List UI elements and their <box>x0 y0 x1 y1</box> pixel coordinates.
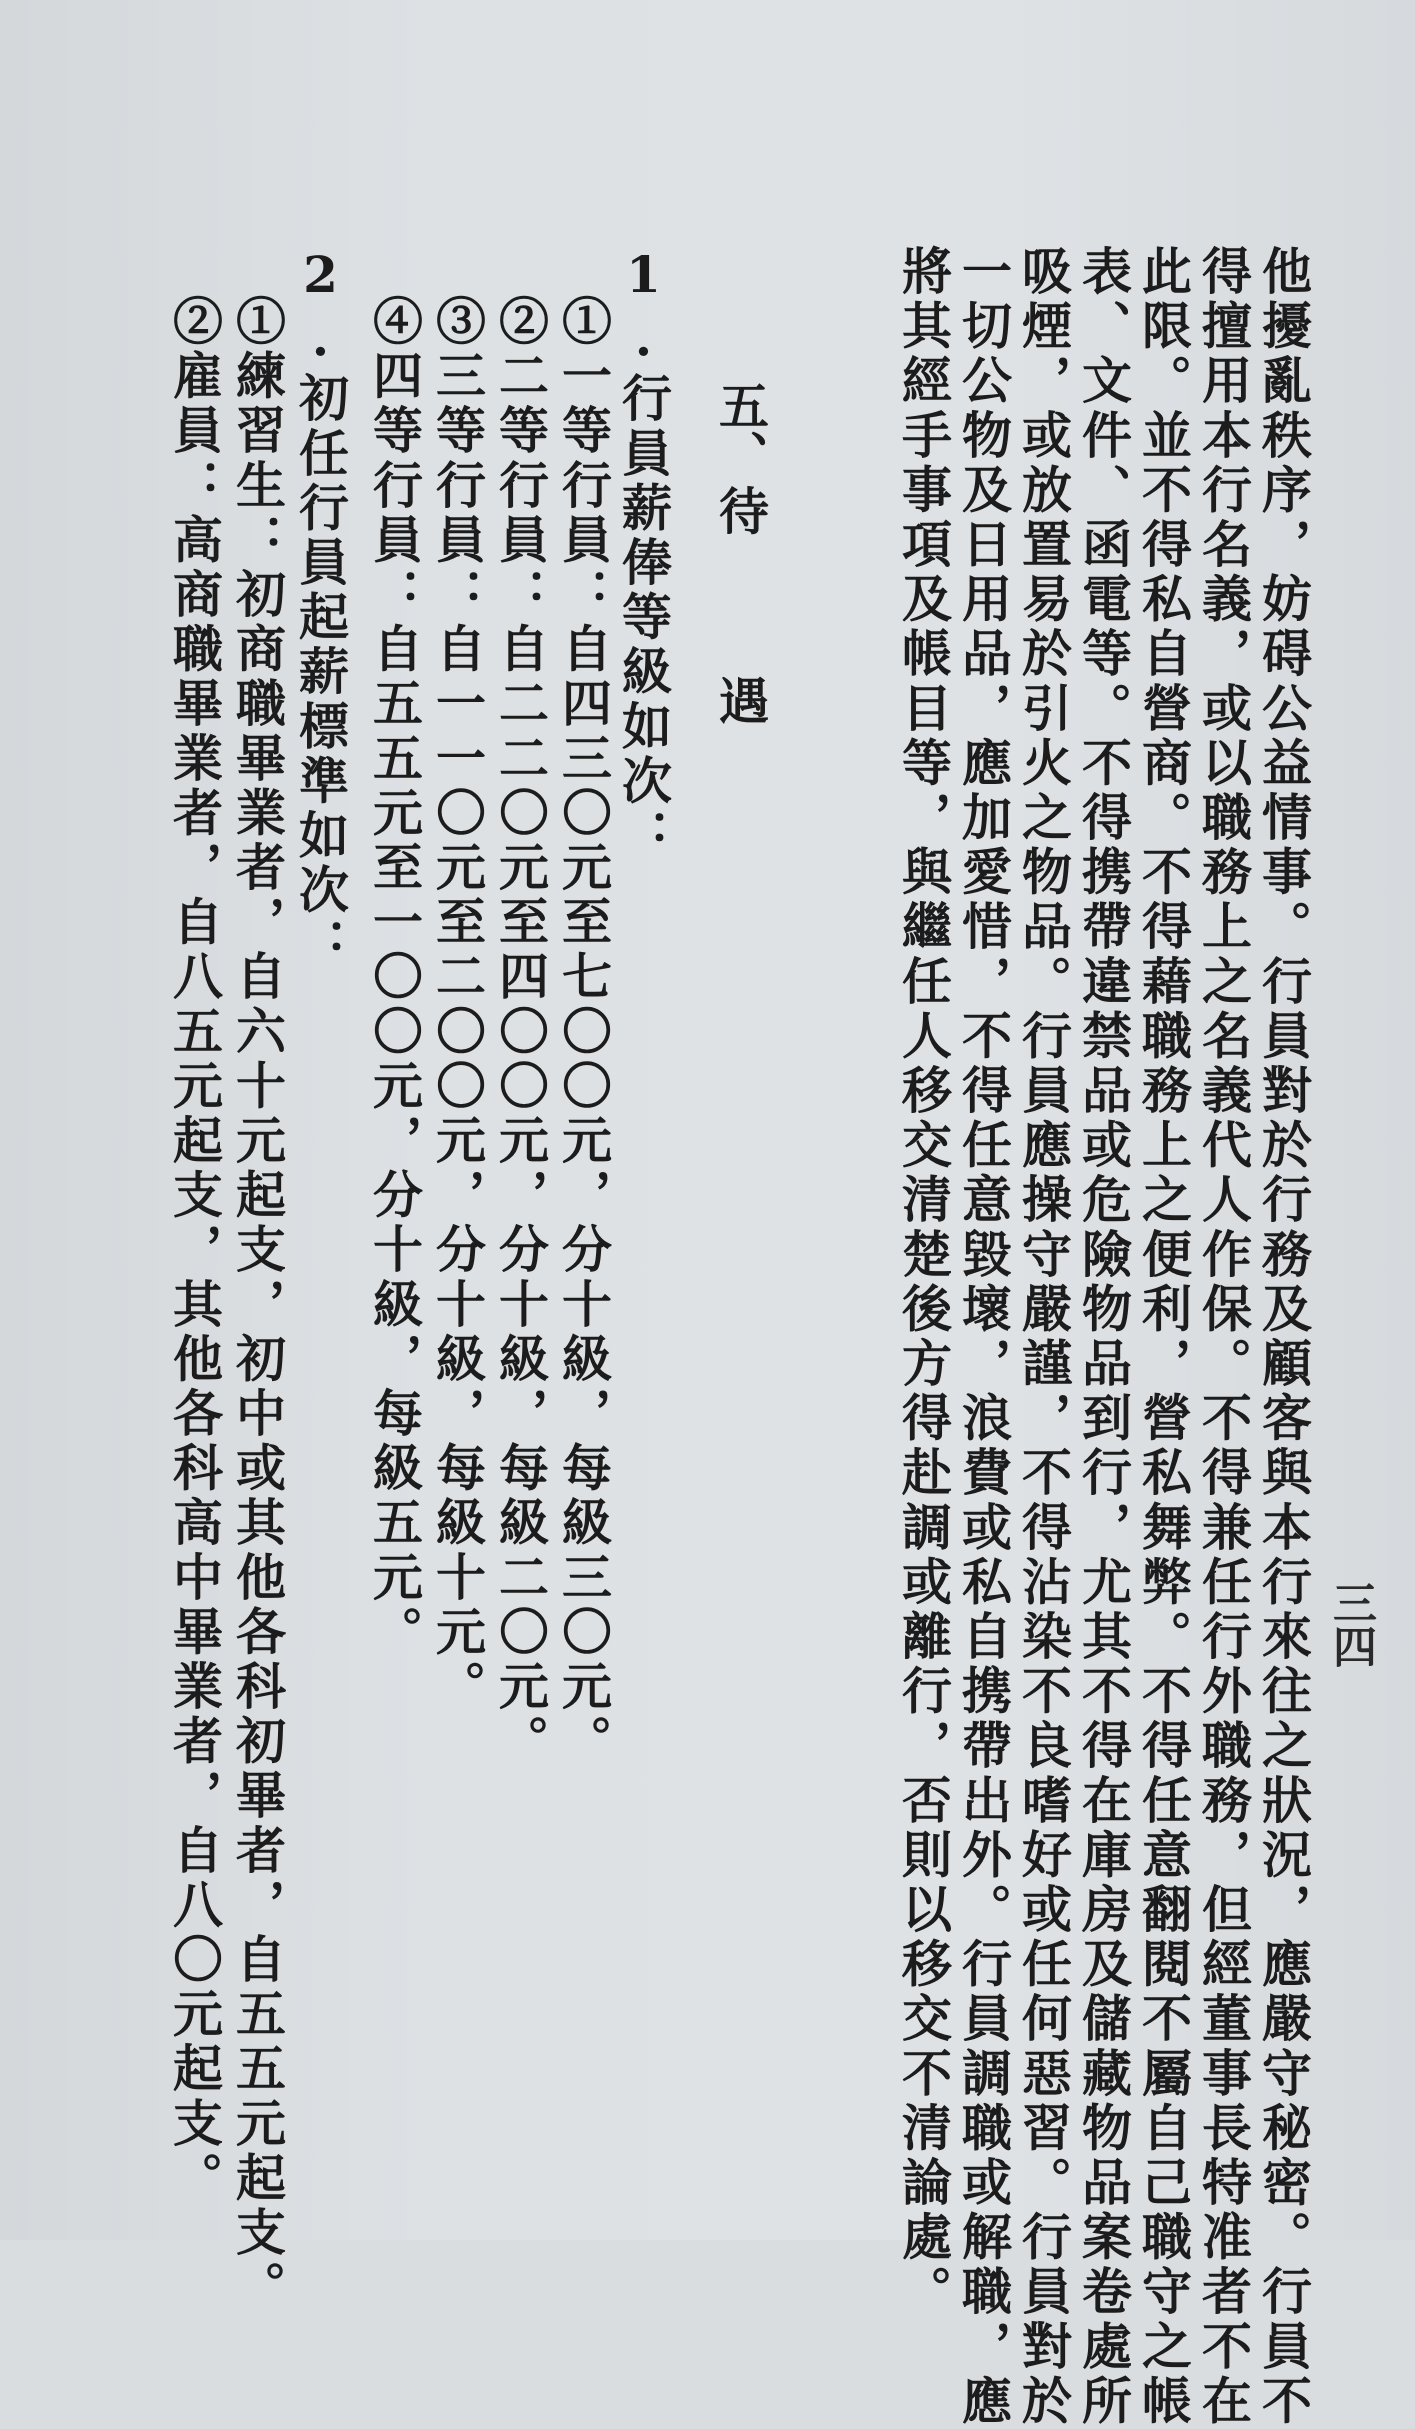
section-title-char-1: 待 <box>711 485 770 535</box>
section-number: 五、 <box>711 380 770 480</box>
paragraph-column-6: 一切公物及日用品，應加愛惜，不得任意毀壞，浪費或私自携帶出外。行員調職或解職，應 <box>954 245 1013 2429</box>
starting-salary-item-1: ①練習生：初商職畢業者，自六十元起支，初中或其他各科初畢者，自五五元起支。 <box>228 295 287 2316</box>
starting-salary-heading: 2.初任行員起薪標準如次： <box>291 245 350 973</box>
salary-grades-heading: 1.行員薪俸等級如次： <box>614 245 673 864</box>
salary-grade-item-2: ②二等行員：自二二〇元至四〇〇元，分十級，每級二〇元。 <box>491 295 550 1770</box>
section-title-char-2: 遇 <box>711 675 770 725</box>
salary-grade-item-4: ④四等行員：自五五元至一〇〇元，分十級，每級五元。 <box>365 295 424 1660</box>
paragraph-column-1: 他擾亂秩序，妨碍公益情事。行員對於行務及顧客與本行來往之狀況，應嚴守秘密。行員不 <box>1254 245 1313 2429</box>
paragraph-column-3: 此限。並不得私自營商。不得藉職務上之便利，營私舞弊。不得任意翻閱不屬自己職守之帳 <box>1134 245 1193 2429</box>
paragraph-column-5: 吸煙，或放置易於引火之物品。行員應操守嚴謹，不得沾染不良嗜好或任何惡習。行員對於 <box>1014 245 1073 2429</box>
starting-salary-item-2: ②雇員：高商職畢業者，自八五元起支，其他各科高中畢業者，自八〇元起支。 <box>165 295 224 2206</box>
paragraph-column-4: 表、文件、函電等。不得携帶違禁品或危險物品到行，尤其不得在庫房及儲藏物品案卷處所 <box>1074 245 1133 2429</box>
paragraph-column-2: 得擅用本行名義，或以職務上之名義代人作保。不得兼任行外職務，但經董事長特准者不在 <box>1194 245 1253 2429</box>
salary-grade-item-3: ③三等行員：自一一〇元至二〇〇元，分十級，每級十元。 <box>428 295 487 1715</box>
page-number: 三四 <box>1325 1580 1376 1668</box>
paragraph-column-7: 將其經手事項及帳目等，與繼任人移交清楚後方得赴調或離行，否則以移交不清論處。 <box>894 245 953 2320</box>
salary-grade-item-1: ①一等行員：自四三〇元至七〇〇元，分十級，每級三〇元。 <box>554 295 613 1770</box>
